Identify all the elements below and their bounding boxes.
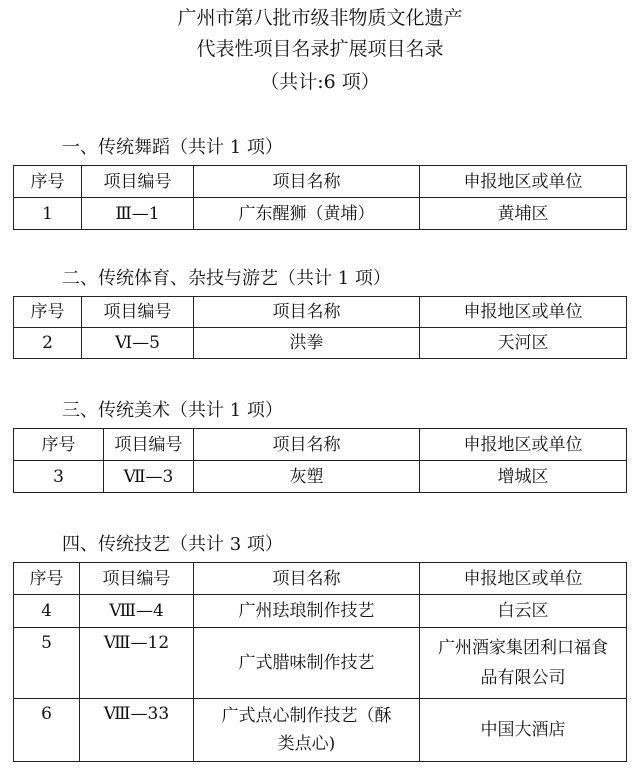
header-name: 项目名称 (194, 297, 420, 328)
cell-seq: 2 (14, 328, 82, 359)
header-code: 项目编号 (82, 166, 194, 198)
table-row (14, 595, 627, 628)
cell-code: Ⅲ—1 (82, 198, 194, 230)
cell-seq: 1 (14, 198, 82, 230)
table-dance (13, 165, 627, 230)
cell-name: 洪拳 (194, 328, 420, 359)
header-seq: 序号 (14, 297, 82, 328)
header-unit: 申报地区或单位 (420, 166, 627, 198)
cell-name: 广式腊味制作技艺 (194, 628, 420, 699)
header-seq: 序号 (14, 429, 104, 461)
header-unit: 申报地区或单位 (420, 297, 627, 328)
cell-seq: 4 (14, 595, 80, 628)
cell-name: 广州珐琅制作技艺 (194, 595, 420, 628)
cell-code: Ⅶ—3 (104, 461, 194, 493)
cell-unit: 黄埔区 (420, 198, 627, 230)
table-row (14, 628, 627, 699)
header-code: 项目编号 (104, 429, 194, 461)
title-line-2: 代表性项目名录扩展项目名录 (196, 38, 444, 60)
header-name: 项目名称 (194, 429, 420, 461)
header-unit: 申报地区或单位 (420, 563, 627, 595)
section-heading-dance: 一、传统舞蹈（共计 1 项） (62, 137, 283, 158)
section-heading-craft: 四、传统技艺（共计 3 项） (62, 534, 283, 555)
table-craft (13, 562, 627, 762)
header-code: 项目编号 (80, 563, 194, 595)
table-header-row (14, 297, 627, 328)
table-header-row (14, 166, 627, 198)
header-name: 项目名称 (194, 563, 420, 595)
title-line-3: （共计:6 项） (260, 71, 380, 93)
cell-name: 广式点心制作技艺（酥类点心) (194, 699, 420, 762)
section-heading-art: 三、传统美术（共计 1 项） (62, 400, 283, 421)
table-sports (13, 296, 627, 359)
header-seq: 序号 (14, 166, 82, 198)
table-row (14, 699, 627, 762)
header-seq: 序号 (14, 563, 80, 595)
cell-seq: 6 (14, 699, 80, 762)
cell-name: 广东醒狮（黄埔） (194, 198, 420, 230)
cell-unit: 天河区 (420, 328, 627, 359)
title-line-1: 广州市第八批市级非物质文化遗产 (177, 7, 463, 29)
cell-code: Ⅷ—4 (80, 595, 194, 628)
cell-unit: 广州酒家集团利口福食品有限公司 (420, 628, 627, 699)
table-header-row (14, 563, 627, 595)
table-row (14, 198, 627, 230)
table-header-row (14, 429, 627, 461)
table-row (14, 461, 627, 493)
section-heading-sports: 二、传统体育、杂技与游艺（共计 1 项） (62, 268, 391, 289)
cell-seq: 5 (14, 628, 80, 699)
cell-unit: 增城区 (420, 461, 627, 493)
header-code: 项目编号 (82, 297, 194, 328)
cell-code: Ⅵ—5 (82, 328, 194, 359)
header-unit: 申报地区或单位 (420, 429, 627, 461)
table-row (14, 328, 627, 359)
table-art (13, 428, 627, 493)
cell-code: Ⅷ—12 (80, 628, 194, 699)
cell-unit: 中国大酒店 (420, 699, 627, 762)
cell-seq: 3 (14, 461, 104, 493)
cell-name: 灰塑 (194, 461, 420, 493)
cell-code: Ⅷ—33 (80, 699, 194, 762)
cell-unit: 白云区 (420, 595, 627, 628)
header-name: 项目名称 (194, 166, 420, 198)
